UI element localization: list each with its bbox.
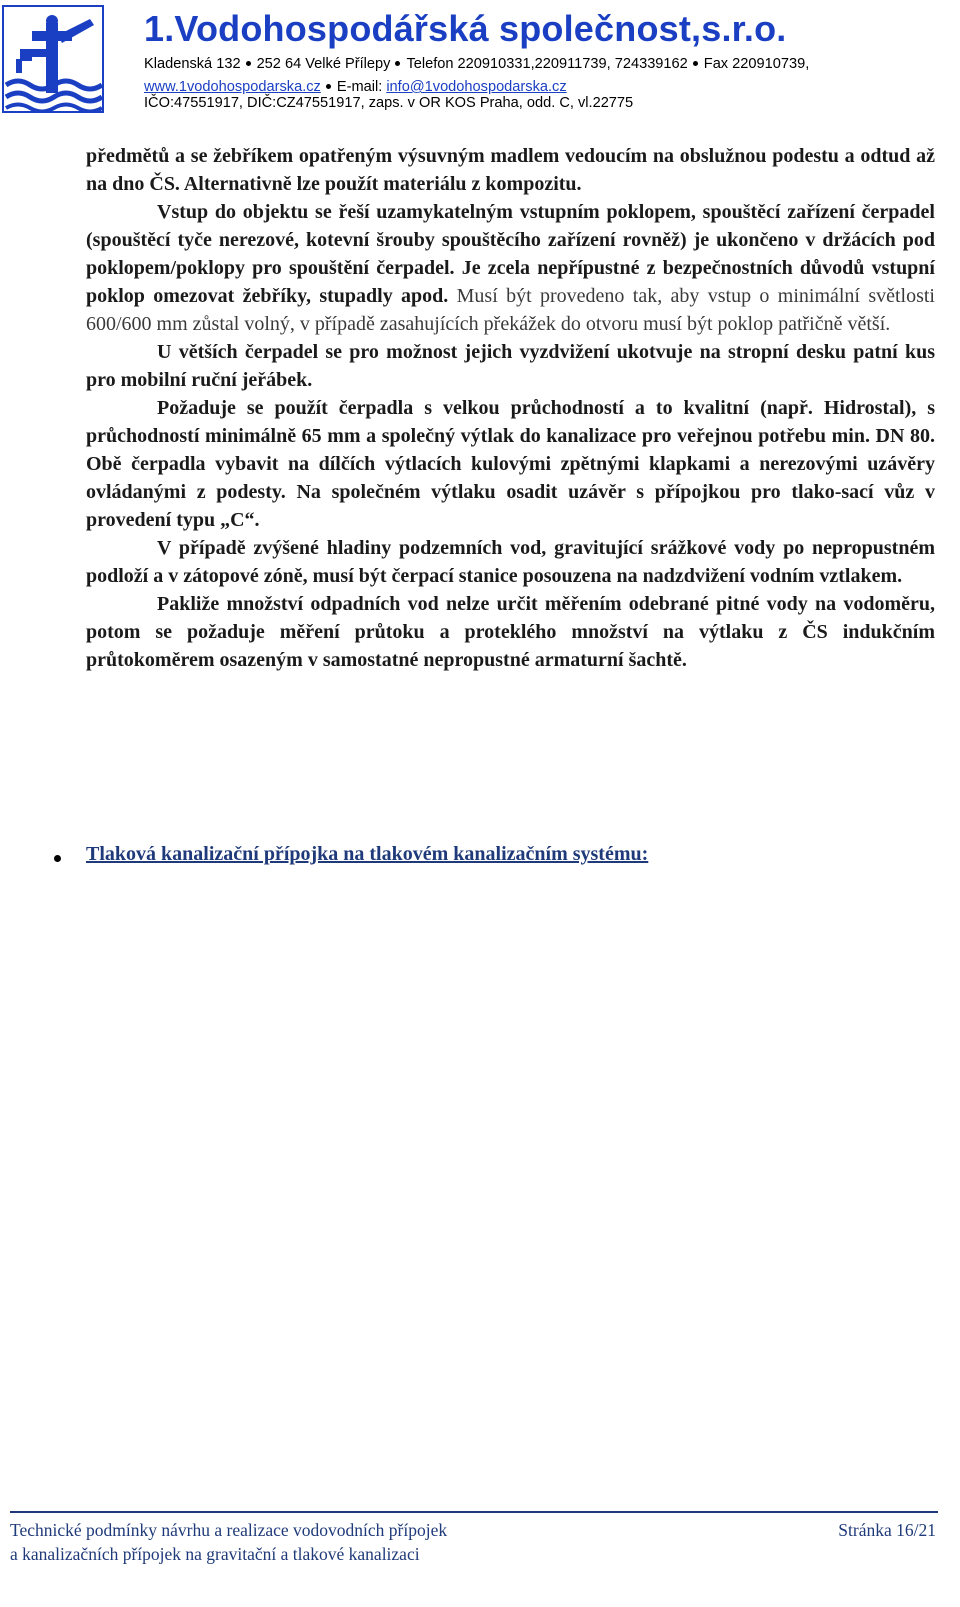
- email-link[interactable]: info@1vodohospodarska.cz: [386, 79, 567, 95]
- paragraph-4: Požaduje se použít čerpadla s velkou průchodností a to kvalitní (např. Hidrostal), s průchodností minimálně 65 mm a společný výtlak do kanalizace pro veřejnou potřebu min. DN 80. Obě čerpadla vybavit na dílčích výtlacích kulovými zpětnými klapkami a nerezovými uzávěry ovládanými z podesty. Na společném výtlaku osadit uzávěr s přípojkou pro tlako-sací vůz v provedení typu „C“.: [86, 397, 935, 531]
- header-address: Kladenská 132: [144, 56, 241, 72]
- header-phone: Telefon 220910331,220911739, 724339162: [406, 56, 688, 72]
- paragraph-2-bold: Vstup do objektu se řeší uzamykatelným vstupním poklopem, spouštěcí zařízení čerpadel (spouštěcí tyče nerezové, kotevní šrouby spouštěcího zařízení rovněž) je ukončeno v držácích pod poklopem/poklopy pro spouštění čerpadel. Je zcela nepřípustné z bezpečnostních důvodů vstupní poklop omezovat žebříky, stupadly apod.: [86, 201, 935, 307]
- paragraph-6: Pakliže množství odpadních vod nelze určit měřením odebrané pitné vody na vodoměru, potom se požaduje měření průtoku a proteklého množství na výtlaku z ČS indukčním průtokoměrem osazeným v samostatné nepropustné armaturní šachtě.: [86, 593, 935, 671]
- paragraph-5: V případě zvýšené hladiny podzemních vod, gravitující srážkové vody po nepropustném podloží a v zátopové zóně, musí být čerpací stanice posouzena na nadzdvižení vodním vztlakem.: [86, 537, 935, 587]
- bullet-icon: [54, 855, 61, 862]
- header-contact-line: [144, 56, 809, 72]
- footer-divider: [10, 1511, 938, 1513]
- header-registration: IČO:47551917, DIČ:CZ47551917, zaps. v OR KOS Praha, odd. C, vl.22775: [144, 95, 634, 111]
- bullet-separator-icon: [246, 61, 251, 66]
- company-logo: [2, 5, 104, 113]
- paragraph-3: U větších čerpadel se pro možnost jejich vyzdvižení ukotvuje na stropní desku patní kus pro mobilní ruční jeřábek.: [86, 341, 935, 391]
- bullet-heading-row: [54, 843, 934, 873]
- footer-title-line-1: Technické podmínky návrhu a realizace vodovodních přípojek: [10, 1520, 448, 1540]
- company-name: 1.Vodohospodářská společnost,s.r.o.: [144, 8, 787, 49]
- header-city: 252 64 Velké Přílepy: [256, 56, 391, 72]
- bullet-separator-icon: [326, 84, 331, 89]
- section-heading-link[interactable]: Tlaková kanalizační přípojka na tlakovém kanalizačním systému:: [86, 843, 649, 865]
- bullet-separator-icon: [395, 61, 400, 66]
- email-label: E-mail:: [336, 79, 383, 95]
- document-body: [86, 142, 935, 674]
- header-web-line: [144, 79, 567, 95]
- paragraph-2: [86, 198, 935, 338]
- header-fax: Fax 220910739,: [703, 56, 810, 72]
- paragraph-1: předmětů a se žebříkem opatřeným výsuvným madlem vedoucím na obslužnou podestu a odtud až na dno ČS. Alternativně lze použít materiálu z kompozitu.: [86, 145, 935, 195]
- paragraph-2-regular: Musí být provedeno tak, aby vstup o minimální světlosti 600/600 mm zůstal volný, v případě zasahujících překážek do otvoru musí být poklop patřičně větší.: [86, 285, 935, 335]
- footer-title-line-2: a kanalizačních přípojek na gravitační a tlakové kanalizaci: [10, 1544, 420, 1564]
- bullet-separator-icon: [693, 61, 698, 66]
- website-link[interactable]: www.1vodohospodarska.cz: [144, 79, 321, 95]
- page-number: Stránka 16/21: [838, 1520, 936, 1540]
